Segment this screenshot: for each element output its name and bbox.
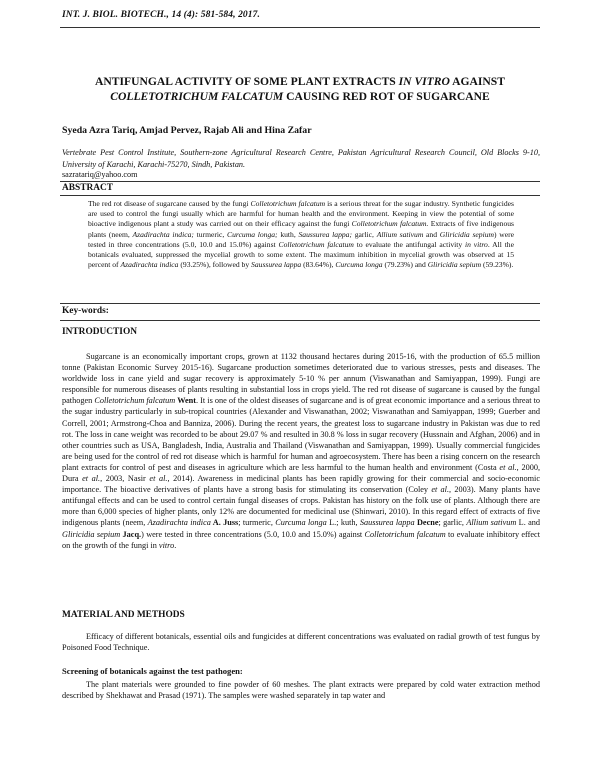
paper-title: ANTIFUNGAL ACTIVITY OF SOME PLANT EXTRACTS IN VITRO AGAINST COLLETOTRICHUM FALCATUM CAUSING RED ROT OF SUGARCANE [95, 75, 505, 103]
screening-text: The plant materials were grounded to fine powder of 60 meshes. The plant extracts were prepared by cold water extraction method described by Shekhawat and Prasad (1971). The samples were washed separately in tap water and [62, 680, 540, 701]
introduction-text: Sugarcane is an economically important crops, grown at 1132 thousand hectares during 2015-16, with the production of 65.5 million tonne (Pakistan Economic Survey 2015-16). Sugarcane production sometimes deteriorated due to various stresses, pests and diseases. The worldwide loss in cane yield and sugar recovery is approximately 5-10 % per annum (Viswanathan and Samiyappan, 1999). Fungi are responsible for numerous diseases of plants resulting in substantial loss in crops yield. The red rot disease of sugarcane is caused by the fungal pathogen Colletotrichum falcatum Went. It is one of the oldest diseases of sugarcane and is of great economic importance and a serious threat to the sugar industry particularly in sub-tropical countries (Alexander and Viswanathan, 2002; Viswanathan and Samiyappan, 1999; Guerber and Correll, 2001; Armstrong-Choa and Banniza, 2006). During the recent years, the greatest loss to sugarcane industry in Pakistan was due to red rot. The loss in cane weight was recorded to be about 29.07 % and resulted in 30.8 % loss in sugar recovery (Hussnain and Afghan, 2006) and in other countries such as USA, Bangladesh, India, Australia and Thailand (Viswanathan and Samiyappan, 1999). Usually commercial fungicides are being used for the control of red rot disease which is harmful for human and agroecosystem. There has been a rising concern on the research plant extracts for control of pest and diseases in agriculture which are less harmful to the human health and environment (Costa et al., 2000, Dura et al., 2003, Nasir et al., 2014). Awareness in medicinal plants has been rapidly growing for their commercial and socio-economic importance. The bioactive derivatives of plants have a strong basis for stimulating its conservation (Coley et al., 2003). Many plants have antifungal effects and can be used to control certain fungal diseases of crops. Pakistan has history on the folk use of plants. Although there are more than 6,000 species of higher plants, only 12% are documented for medicinal use (Shinwari, 2010). In this regard effect of extracts of five indigenous plants (neem, Azadirachta indica A. Juss; turmeric, Curcuma longa L.; kuth, Saussurea lappa Decne; garlic, Allium sativum L. and Gliricidia sepium Jacq.) were tested in three concentrations (5.0, 10.0 and 15.0%) against Colletotrichum falcatum to evaluate inhibitory effect on the growth of the fungi in vitro. [62, 352, 541, 550]
abstract-heading-rule [60, 195, 540, 196]
screening-heading: Screening of botanicals against the test pathogen: [62, 666, 243, 676]
journal-header: INT. J. BIOL. BIOTECH., 14 (4): 581-584, 2017. [62, 10, 260, 20]
introduction-heading: INTRODUCTION [62, 327, 138, 337]
keywords-top-rule [60, 303, 540, 304]
affiliation: Vertebrate Pest Control Institute, Southern-zone Agricultural Research Centre, Pakistan Agricultural Research Council, Old Blocks 9-10, University of Karachi, Karachi-75270, Sindh, Pakistan. [62, 148, 540, 169]
keywords-bottom-rule [60, 320, 540, 321]
keywords-label: Key-words: [62, 306, 109, 316]
email: sazratariq@yahoo.com [62, 170, 138, 179]
abstract-text: The red rot disease of sugarcane caused by the fungi Colletotrichum falcatum is a serious threat for the sugar industry. Synthetic fungicides are used to control the fungi usually which are harmful for human health and the environment. Keeping in view the potential of some bioactive indigenous plant a study was carried out on their efficacy against the fungi Colletotrichum falcatum. Extracts of five indigenous plants (neem, Azadirachta indica; turmeric, Curcuma longa; kuth, Saussurea lappa; garlic, Allium sativum and Gliricidia sepium) were tested in three concentrations (5.0, 10.0 and 15.0%) against Colletotrichum falcatum to evaluate the antifungal activity in vitro. All the botanicals evaluated, suppressed the mycelial growth to some extent. The maximum inhibition in mycelial growth was observed at 15 percent of Azadirachta indica (93.25%), followed by Saussurea lappa (83.64%), Curcuma longa (79.23%) and Gliricidia sepium (59.23%). [88, 199, 515, 270]
abstract-heading: ABSTRACT [62, 183, 114, 193]
methods-heading: MATERIAL AND METHODS [62, 610, 185, 620]
header-rule [60, 27, 540, 28]
methods-text: Efficacy of different botanicals, essential oils and fungicides at different concentrations was evaluated on radial growth of test fungus by Poisoned Food Technique. [62, 632, 540, 653]
abstract-top-rule [60, 181, 540, 182]
authors: Syeda Azra Tariq, Amjad Pervez, Rajab Ali and Hina Zafar [62, 125, 312, 136]
